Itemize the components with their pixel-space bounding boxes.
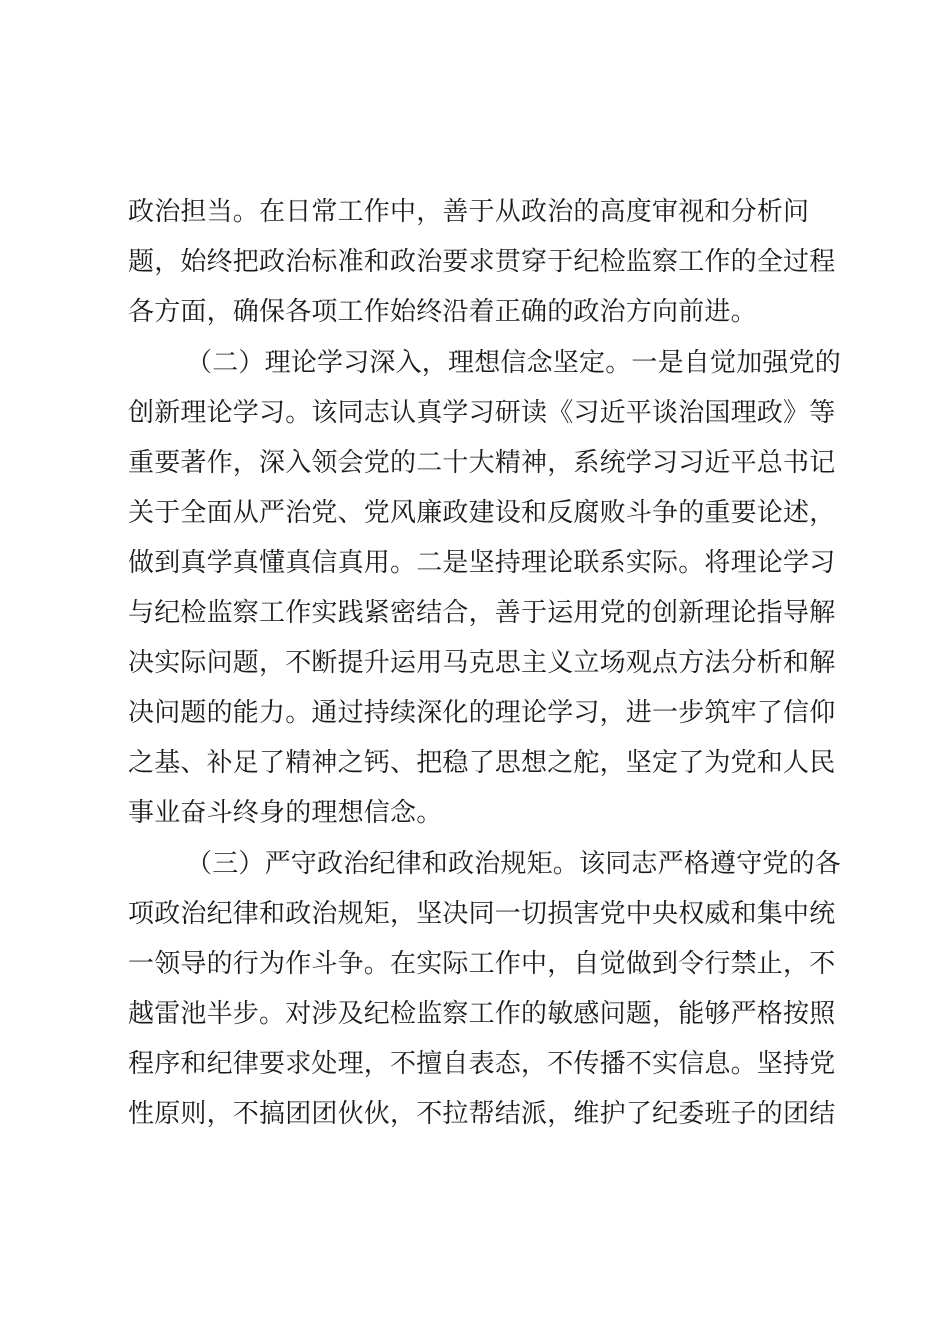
text-line: 之基、补足了精神之钙、把稳了思想之舵，坚定了为党和人民 xyxy=(128,748,836,778)
text-line: 程序和纪律要求处理，不擅自表态，不传播不实信息。坚持党 xyxy=(128,1049,836,1079)
text-line: 题，始终把政治标准和政治要求贯穿于纪检监察工作的全过程 xyxy=(128,247,836,277)
text-line: 性原则，不搞团团伙伙，不拉帮结派，维护了纪委班子的团结 xyxy=(128,1099,836,1129)
text-line: 事业奋斗终身的理想信念。 xyxy=(128,798,443,828)
text-line: 决实际问题，不断提升运用马克思主义立场观点方法分析和解 xyxy=(128,648,836,678)
section-heading-line: （三）严守政治纪律和政治规矩。该同志严格遵守党的各 xyxy=(186,849,842,879)
text-line: 关于全面从严治党、党风廉政建设和反腐败斗争的重要论述， xyxy=(128,498,836,528)
text-line: 越雷池半步。对涉及纪检监察工作的敏感问题，能够严格按照 xyxy=(128,999,836,1029)
section-heading-line: （二）理论学习深入，理想信念坚定。一是自觉加强党的 xyxy=(186,348,842,378)
text-line: 与纪检监察工作实践紧密结合，善于运用党的创新理论指导解 xyxy=(128,598,836,628)
text-line: 政治担当。在日常工作中，善于从政治的高度审视和分析问 xyxy=(128,197,810,227)
text-line: 各方面，确保各项工作始终沿着正确的政治方向前进。 xyxy=(128,297,757,327)
text-line: 项政治纪律和政治规矩，坚决同一切损害党中央权威和集中统 xyxy=(128,899,836,929)
text-line: 重要著作，深入领会党的二十大精神，系统学习习近平总书记 xyxy=(128,448,836,478)
text-line: 做到真学真懂真信真用。二是坚持理论联系实际。将理论学习 xyxy=(128,548,836,578)
text-line: 创新理论学习。该同志认真学习研读《习近平谈治国理政》等 xyxy=(128,398,836,428)
text-line: 决问题的能力。通过持续深化的理论学习，进一步筑牢了信仰 xyxy=(128,698,836,728)
text-line: 一领导的行为作斗争。在实际工作中，自觉做到令行禁止，不 xyxy=(128,949,836,979)
